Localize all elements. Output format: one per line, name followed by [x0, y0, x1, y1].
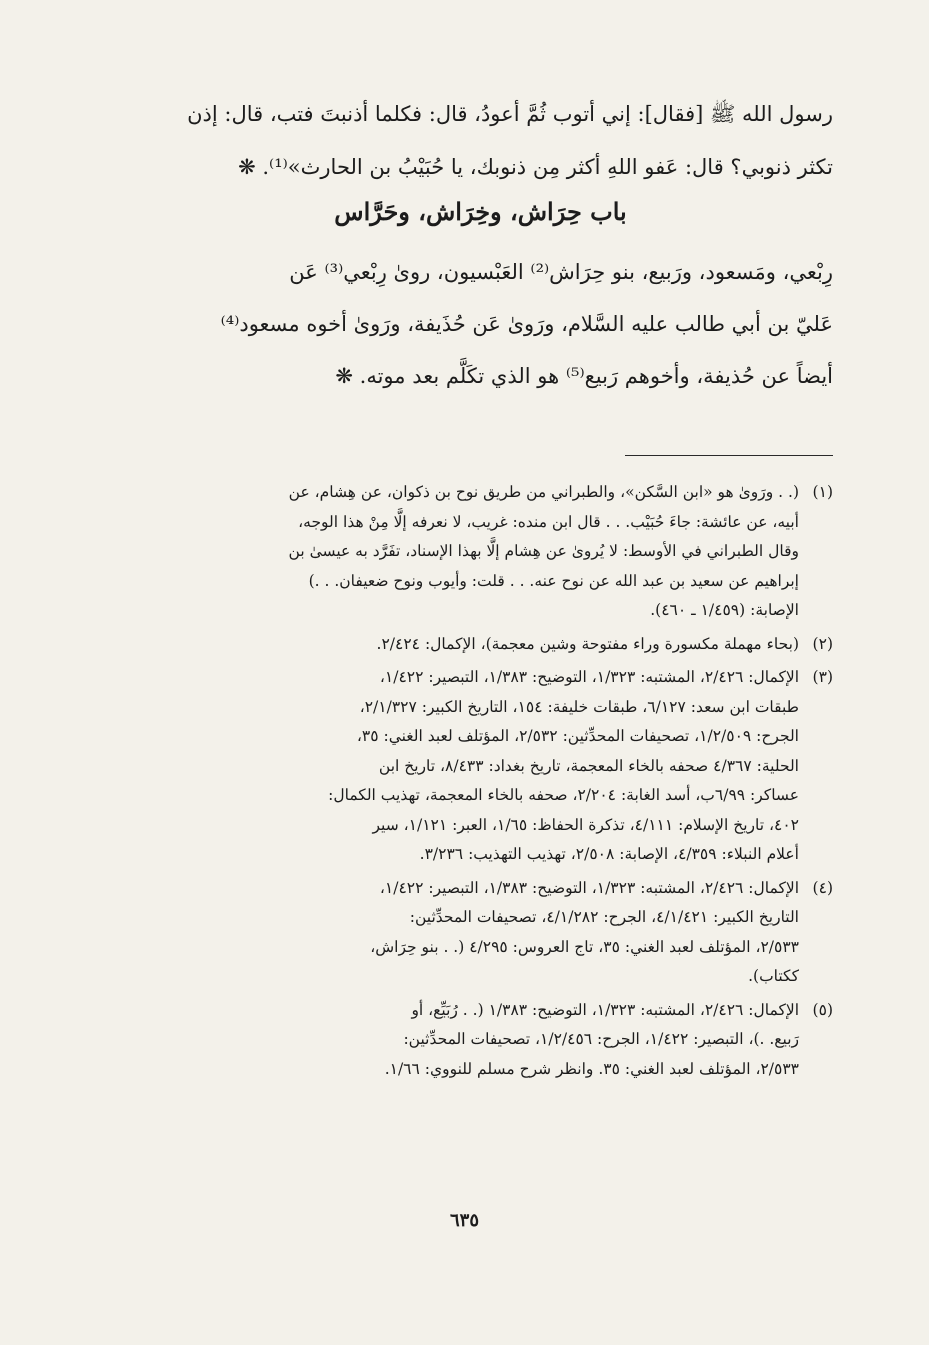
footnote-number: (١) — [812, 483, 833, 501]
footnote-text — [130, 663, 799, 870]
footnote-5 — [130, 996, 833, 1085]
footnote-3 — [130, 663, 833, 870]
footnote-line: أبيه، عن عائشة: جاءَ حُبَيْب. . . قال ابن منده: غريب، لا نعرفه إلَّا مِنْ هذا الوجه، — [298, 512, 799, 531]
footnote-line: الحلية: ٤/٣٦٧ صحفه بالخاء المعجمة، تاريخ بغداد: ٨/٤٣٣، تاريخ ابن — [378, 756, 799, 775]
footnote-line: الإكمال: ٢/٤٢٦، المشتبه: ١/٣٢٣، التوضيح: ١/٣٨٣، التبصير: ١/٤٢٢، — [379, 668, 799, 686]
footnote-number: (٣) — [812, 668, 833, 686]
footnote-number: (٥) — [812, 1000, 833, 1019]
section-text — [128, 246, 833, 402]
footnote-line: إبراهيم عن سعيد بن عبد الله عن نوح عنه. . . قلت: وأيوب ونوح ضعيفان. . .) — [308, 571, 799, 590]
footnote-2 — [130, 630, 833, 660]
footnote-line: الجرح: ١/٢/٥٠٩، تصحيفات المحدِّثين: ٢/٥٣٢، المؤتلف لعبد الغني: ٣٥، — [356, 727, 799, 745]
footnote-line: (بحاء مهملة مكسورة وراء مفتوحة وشين معجمة)، الإكمال: ٢/٤٢٤. — [376, 634, 799, 653]
footnote-text — [130, 630, 799, 660]
footnote-line: ٢/٥٣٣، المؤتلف لعبد الغني: ٣٥. وانظر شرح مسلم للنووي: ١/٦٦. — [384, 1059, 799, 1078]
intro-line: تكثر ذنوبي؟ قال: عَفو اللهِ أكثر مِن ذنوبك، يا حُبَيْبُ بن الحارث»⁽¹⁾. ❋ — [238, 155, 833, 179]
footnote-line: التاريخ الكبير: ٤/١/٤٢١، الجرح: ٤/١/٢٨٢، تصحيفات المحدِّثين: — [409, 908, 799, 926]
footnote-line: (. . ورَوىٰ هو «ابن السَّكن»، والطبراني من طريق نوح بن ذكوان، عن هِشام، عن — [288, 483, 799, 501]
footnote-line: رَبيع. .)، التبصير: ١/٤٢٢، الجرح: ١/٢/٤٥٦، تصحيفات المحدِّثين: — [403, 1030, 799, 1048]
footnote-text — [130, 996, 799, 1085]
footnote-line: ككتاب). — [748, 967, 799, 985]
section-line: رِبْعي، ومَسعود، ورَبيع، بنو حِرَاش⁽²⁾ العَبْسيون، روىٰ رِبْعي⁽³⁾ عَن — [289, 260, 833, 284]
footnote-1 — [130, 478, 833, 626]
footnote-line: الإكمال: ٢/٤٢٦، المشتبه: ١/٣٢٣، التوضيح: ١/٣٨٣، التبصير: ١/٤٢٢، — [379, 878, 799, 897]
footnote-4 — [130, 874, 833, 992]
footnote-line: طبقات ابن سعد: ٦/١٢٧، طبقات خليفة: ١٥٤، التاريخ الكبير: ٢/١/٣٢٧، — [359, 697, 799, 716]
footnote-line: الإصابة: (١/٤٥٩ ـ ٤٦٠). — [650, 601, 799, 619]
footnote-line: ٤٠٢، تاريخ الإسلام: ٤/١١١، تذكرة الحفاظ: ١/٦٥، العبر: ١/١٢١، سير — [372, 815, 799, 834]
footnote-line: أعلام النبلاء: ٤/٣٥٩، الإصابة: ٢/٥٠٨، تهذيب التهذيب: ٣/٢٣٦. — [419, 845, 799, 863]
footnote-number: (٤) — [812, 878, 833, 897]
footnote-line: الإكمال: ٢/٤٢٦، المشتبه: ١/٣٢٣، التوضيح: ١/٣٨٣ (. . رُبَيِّع، أو — [411, 1000, 799, 1019]
footnote-text — [130, 478, 799, 626]
footnote-line: وقال الطبراني في الأوسط: لا يُروىٰ عن هِشام إلَّا بهذا الإسناد، تفَرَّد به عيسىٰ بن — [288, 542, 799, 560]
footnote-line: ٢/٥٣٣، المؤتلف لعبد الغني: ٣٥، تاج العروس: ٤/٢٩٥ (. . بنو حِرَاش، — [370, 937, 799, 956]
footnote-number: (٢) — [812, 634, 833, 653]
section-line: أيضاً عن حُذيفة، وأخوهم رَبيع⁽⁵⁾ هو الذي تكَلَّم بعد موته. ❋ — [335, 364, 833, 388]
footnote-line: عساكر: ٦/٩٩ب، أسد الغابة: ٢/٢٠٤، صحفه بالخاء المعجمة، تهذيب الكمال: — [328, 786, 799, 804]
footnotes — [130, 478, 833, 1088]
section-heading: باب حِرَاش، وخِرَاش، وحَرَّاس — [334, 197, 627, 226]
footnote-text — [130, 874, 799, 992]
intro-text — [128, 88, 833, 194]
section-line: عَليّ بن أبي طالب عليه السَّلام، ورَوىٰ عَن حُذَيفة، ورَوىٰ أخوه مسعود⁽⁴⁾ — [220, 312, 833, 336]
footnote-separator — [625, 455, 833, 456]
page-number: ٦٣٥ — [449, 1210, 479, 1231]
intro-line: رسول الله ﷺ [فقال]: إني أتوب ثُمَّ أعودُ، قال: فكلما أذنبتَ فتب، قال: إذن — [187, 102, 833, 126]
